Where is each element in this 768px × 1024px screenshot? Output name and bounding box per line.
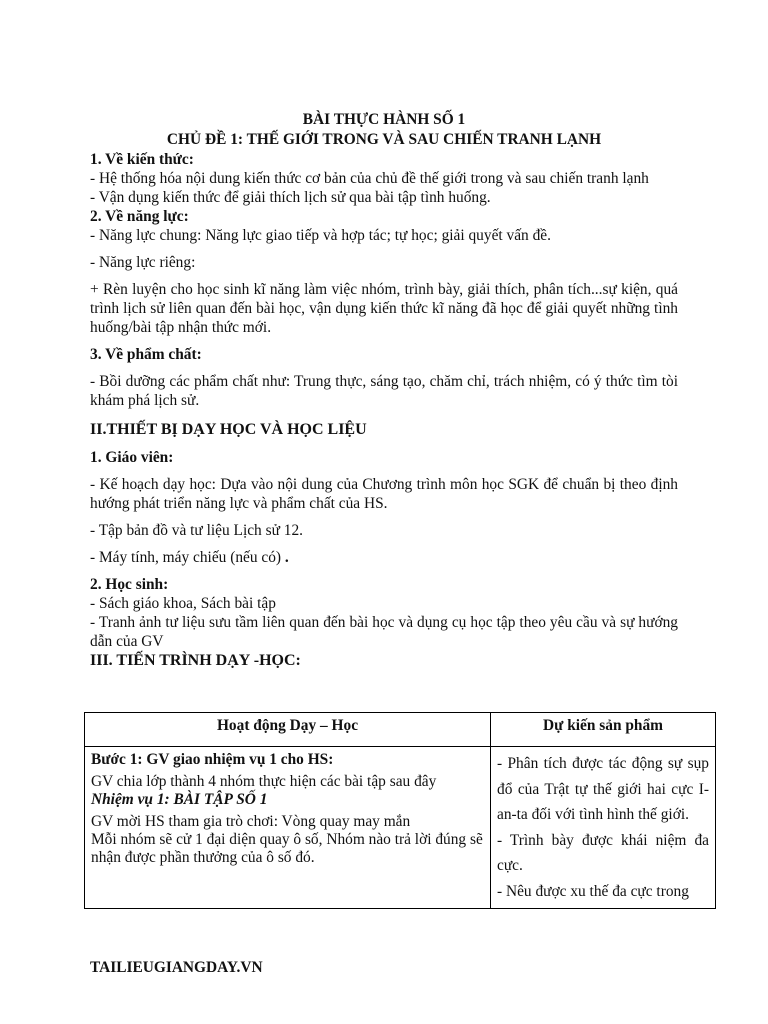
column-header-product: Dự kiến sản phẩm bbox=[491, 713, 716, 747]
lesson-plan-table bbox=[84, 712, 716, 909]
quality-heading: 3. Về phẩm chất: bbox=[90, 346, 202, 363]
task-title: Nhiệm vụ 1: BÀI TẬP SỐ 1 bbox=[91, 791, 268, 808]
footer-site: TAILIEUGIANGDAY.VN bbox=[90, 959, 263, 976]
product-item: - Trình bày được khái niệm đa cực. bbox=[497, 831, 709, 874]
knowledge-line: - Vận dụng kiến thức để giải thích lịch sử qua bài tập tình huống. bbox=[90, 189, 491, 206]
competence-general: - Năng lực chung: Năng lực giao tiếp và hợp tác; tự học; giải quyết vấn đề. bbox=[90, 227, 551, 244]
step-heading: Bước 1: GV giao nhiệm vụ 1 cho HS: bbox=[91, 751, 334, 768]
competence-heading: 2. Về năng lực: bbox=[90, 208, 189, 225]
process-heading: III. TIẾN TRÌNH DẠY -HỌC: bbox=[90, 652, 301, 669]
document-title: BÀI THỰC HÀNH SỐ 1 bbox=[302, 111, 466, 128]
task-line: GV mời HS tham gia trò chơi: Vòng quay may mắn bbox=[91, 813, 411, 830]
competence-specific: - Năng lực riêng: bbox=[90, 254, 196, 271]
activity-cell bbox=[85, 747, 491, 909]
student-heading: 2. Học sinh: bbox=[90, 576, 169, 593]
table-header-row bbox=[85, 713, 716, 747]
teacher-line: - Tập bản đồ và tư liệu Lịch sử 12. bbox=[90, 522, 304, 539]
teacher-heading: 1. Giáo viên: bbox=[90, 449, 174, 466]
quality-text: - Bồi dưỡng các phẩm chất như: Trung thực, sáng tạo, chăm chỉ, trách nhiệm, có ý thức tìm tòi khám phá lịch sử. bbox=[90, 373, 678, 409]
document-body bbox=[90, 110, 678, 671]
teacher-line-text: - Máy tính, máy chiếu (nếu có) bbox=[90, 549, 282, 566]
product-item: - Phân tích được tác động sự sụp đổ của Trật tự thế giới hai cực I-an-ta đối với tình hình thế giới. bbox=[497, 755, 709, 823]
step-intro: GV chia lớp thành 4 nhóm thực hiện các bài tập sau đây bbox=[91, 773, 437, 790]
product-item: - Nêu được xu thế đa cực trong bbox=[497, 882, 689, 900]
teacher-line: - Kế hoạch dạy học: Dựa vào nội dung của Chương trình môn học SGK để chuẩn bị theo định hướng phát triển năng lực và phẩm chất của HS. bbox=[90, 476, 678, 512]
task-line: Mỗi nhóm sẽ cử 1 đại diện quay ô số, Nhóm nào trả lời đúng sẽ nhận được phần thưởng của ô số đó. bbox=[91, 831, 483, 866]
table-row bbox=[85, 747, 716, 909]
student-line: - Tranh ảnh tư liệu sưu tầm liên quan đến bài học và dụng cụ học tập theo yêu cầu và sự hướng dẫn của GV bbox=[90, 614, 678, 650]
equipment-heading: II.THIẾT BỊ DẠY HỌC VÀ HỌC LIỆU bbox=[90, 421, 367, 438]
student-line: - Sách giáo khoa, Sách bài tập bbox=[90, 595, 276, 612]
knowledge-heading: 1. Về kiến thức: bbox=[90, 151, 194, 168]
competence-detail: + Rèn luyện cho học sinh kĩ năng làm việc nhóm, trình bày, giải thích, phân tích...sự kiện, quá trình lịch sử liên quan đến bài học, vận dụng kiến thức kĩ năng đã học để giải quyết những tình huống/bài tập nhận thức mới. bbox=[90, 281, 678, 336]
document-subtitle: CHỦ ĐỀ 1: THẾ GIỚI TRONG VÀ SAU CHIẾN TRANH LẠNH bbox=[166, 131, 602, 148]
knowledge-line: - Hệ thống hóa nội dung kiến thức cơ bản của chủ đề thế giới trong và sau chiến tranh lạnh bbox=[90, 170, 649, 187]
teacher-line bbox=[90, 548, 678, 567]
column-header-activity: Hoạt động Dạy – Học bbox=[85, 713, 491, 747]
teacher-line-mark: . bbox=[281, 549, 289, 566]
product-cell bbox=[491, 747, 716, 909]
